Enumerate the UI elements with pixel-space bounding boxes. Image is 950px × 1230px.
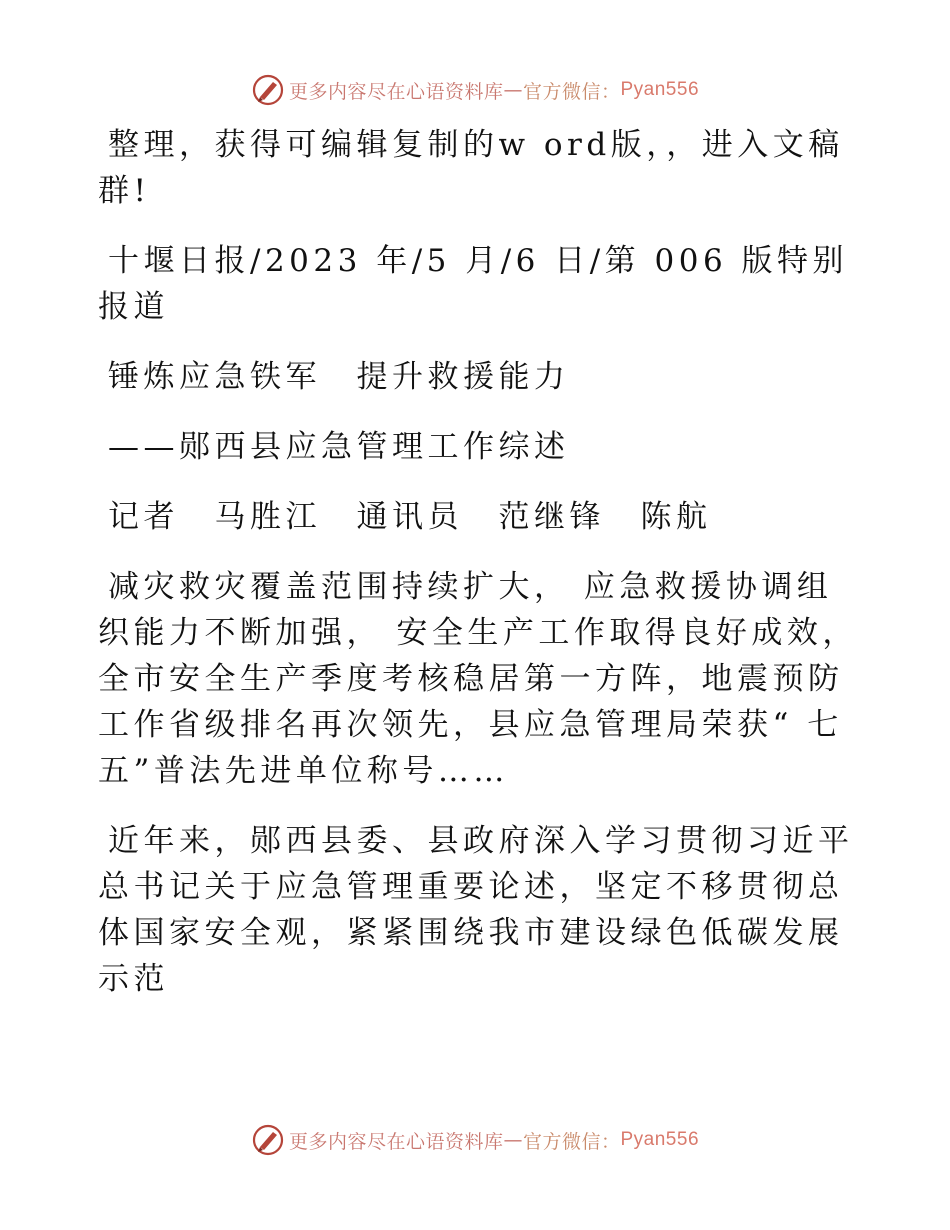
pen-logo-icon [251,73,285,107]
watermark-main-text: 更多内容尽在心语资料库 [288,1130,504,1153]
article-subtitle: ——郧西县应急管理工作综述 [108,429,570,465]
watermark-dash: — [503,79,523,101]
watermark-dash: — [503,1129,523,1151]
document-body [98,122,858,1002]
body-paragraph-2: 近年来，郧西县委、县政府深入学习贯彻习近平总书记关于应急管理重要论述，坚定不移贯彻总体国家安全观，紧紧围绕我市建设绿色低碳发展示范 [98,823,854,997]
byline: 记者 马胜江 通讯员 范继锋 陈航 [108,499,712,535]
intro-paragraph: 整理，获得可编辑复制的w ord版，，进入文稿群! [98,127,844,209]
article-title: 锤炼应急铁军 提升救援能力 [108,359,570,395]
header-watermark [0,70,950,110]
pen-logo-icon [251,1123,285,1157]
footer-watermark [0,1120,950,1160]
watermark-id: Pyan556 [620,1129,700,1150]
source-line: 十堰日报/2023 年/5 月/6 日/第 006 版特别报道 [98,243,849,325]
watermark-main-text: 更多内容尽在心语资料库 [288,80,504,103]
watermark-id: Pyan556 [620,79,700,100]
watermark-sub-text: 官方微信： [522,80,621,103]
body-paragraph-1: 减灾救灾覆盖范围持续扩大， 应急救援协调组织能力不断加强， 安全生产工作取得良好成效，全市安全生产季度考核稳居第一方阵，地震预防工作省级排名再次领先，县应急管理局荣获“ 七五”普法先进单位称号…… [98,569,858,789]
watermark-sub-text: 官方微信： [522,1130,621,1153]
